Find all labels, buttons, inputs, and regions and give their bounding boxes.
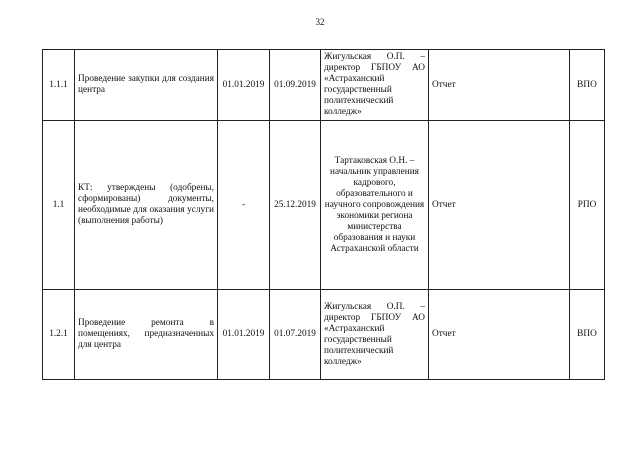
row-start-date: -	[218, 121, 270, 290]
row-end-date: 25.12.2019	[270, 121, 321, 290]
page-number: 32	[315, 17, 325, 27]
table-row	[43, 50, 605, 121]
row-control: ВПО	[570, 290, 605, 380]
row-start-date: 01.01.2019	[218, 290, 270, 380]
table-row	[43, 290, 605, 380]
row-responsible: Тартаковская О.Н. – начальник управления кадрового, образовательного и научного сопровождения экономики региона министерства образования и науки Астраханской области	[321, 121, 429, 290]
row-responsible: Жигульская О.П. – директор ГБПОУ АО «Астраханский государственный политехнический колледж»	[321, 290, 429, 380]
row-result: Отчет	[429, 121, 570, 290]
row-control: РПО	[570, 121, 605, 290]
row-result: Отчет	[429, 290, 570, 380]
row-number: 1.2.1	[43, 290, 75, 380]
row-result: Отчет	[429, 50, 570, 121]
row-end-date: 01.09.2019	[270, 50, 321, 121]
row-description: КТ: утверждены (одобрены, сформированы) документы, необходимые для оказания услуги (выполнения работы)	[75, 121, 218, 290]
row-description: Проведение ремонта в помещениях, предназначенных для центра	[75, 290, 218, 380]
row-end-date: 01.07.2019	[270, 290, 321, 380]
plan-table	[42, 49, 605, 380]
row-responsible: Жигульская О.П. – директор ГБПОУ АО «Астраханский государственный политехнический колледж»	[321, 50, 429, 121]
row-description: Проведение закупки для создания центра	[75, 50, 218, 121]
row-number: 1.1.1	[43, 50, 75, 121]
row-number: 1.1	[43, 121, 75, 290]
table-row	[43, 121, 605, 290]
row-control: ВПО	[570, 50, 605, 121]
row-start-date: 01.01.2019	[218, 50, 270, 121]
